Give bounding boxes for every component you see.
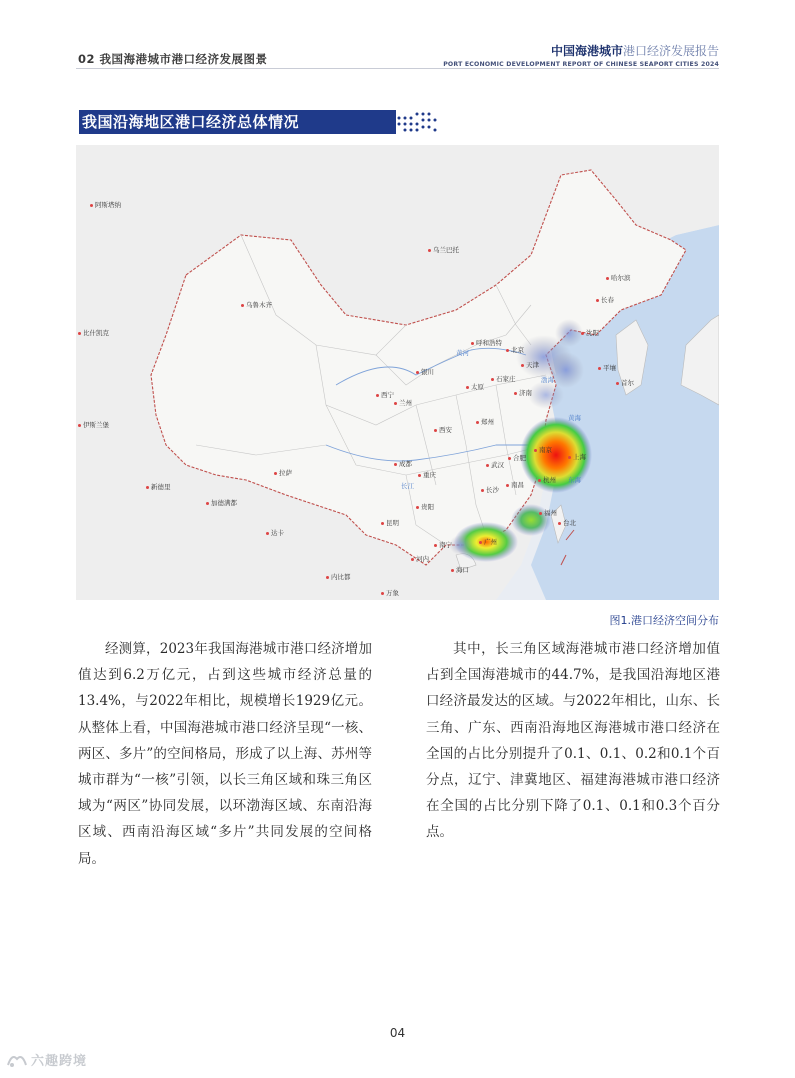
map-label: 乌鲁木齐 [241, 300, 272, 309]
map-label: 北京 [506, 345, 524, 354]
map-label: 西宁 [376, 390, 394, 399]
section-header: 02 我国海港城市港口经济发展图景 [78, 52, 268, 66]
watermark-text: 六趣跨境 [31, 1054, 88, 1069]
map-label: 兰州 [394, 398, 412, 407]
map-label: 上海 [568, 452, 586, 461]
map-label: 太原 [466, 382, 484, 391]
map-label: 长沙 [481, 485, 499, 494]
map-label: 南昌 [506, 480, 524, 489]
header-divider [76, 68, 719, 69]
map-label: 海口 [451, 565, 469, 574]
map-label: 比什凯克 [78, 328, 109, 337]
water-label: 长江 [401, 482, 414, 490]
map-label: 呼和浩特 [471, 338, 502, 347]
map-label: 首尔 [616, 378, 634, 387]
map-label: 合肥 [508, 453, 526, 462]
body-column-right [426, 636, 720, 846]
map-label: 拉萨 [274, 468, 292, 477]
map-label: 万象 [381, 588, 399, 597]
map-label: 成都 [394, 459, 412, 468]
map-label: 河内 [411, 554, 429, 563]
map-label: 南宁 [434, 540, 452, 549]
paragraph: 其中，长三角区域海港城市港口经济增加值占到全国海港城市的44.7%，是我国沿海地区港口经济最发达的区域。与2022年相比，山东、长三角、广东、西南沿海地区海港城市港口经济在全国的占比分别提升了0.1、0.1、0.2和0.1个百分点，辽宁、津冀地区、福建海港城市港口经济在全国的占比分别下降了0.1、0.1和0.3个百分点。 [426, 641, 720, 841]
section-title: 我国沿海地区港口经济总体情况 [82, 113, 300, 131]
map-label: 郑州 [476, 417, 494, 426]
water-label: 渤海 [541, 376, 554, 384]
map-label: 天津 [521, 360, 539, 369]
report-title-bold: 中国海港城市 [550, 44, 623, 58]
map-label: 昆明 [381, 518, 399, 527]
map-label: 贵阳 [416, 502, 434, 511]
map-label: 伊斯兰堡 [78, 420, 109, 429]
map-label: 南京 [534, 445, 552, 454]
paragraph: 经测算，2023年我国海港城市港口经济增加值达到6.2万亿元，占到这些城市经济总量的13.4%，与2022年相比，规模增长1929亿元。从整体上看，中国海港城市港口经济呈现“一核、两区、多片”的空间格局，形成了以上海、苏州等城市群为“一核”引领，以长三角区域和珠三角区域为“两区”协同发展，以环渤海区域、东南沿海区域、西南沿海区域“多片”共同发展的空间格局。 [78, 641, 372, 867]
map-label: 长春 [596, 295, 614, 304]
map-label: 西安 [434, 425, 452, 434]
report-title-en: PORT ECONOMIC DEVELOPMENT REPORT OF CHINESE SEAPORT CITIES 2024 [443, 61, 719, 68]
map-label: 内比都 [326, 572, 351, 581]
watermark-logo-icon [6, 1051, 28, 1069]
dot-pattern-decoration [395, 110, 439, 134]
map-label: 阿斯塔纳 [90, 200, 121, 209]
map-label: 福州 [539, 508, 557, 517]
map-label: 广州 [479, 537, 497, 546]
map-label: 哈尔滨 [606, 273, 631, 282]
map-label: 沈阳 [581, 328, 599, 337]
figure-caption: 图1.港口经济空间分布 [609, 614, 719, 627]
report-title-light: 港口经济发展报告 [622, 44, 719, 58]
map-label: 加德满都 [206, 498, 237, 507]
map-label: 杭州 [538, 475, 556, 484]
map-graphic [76, 145, 719, 600]
water-label: 东海 [568, 476, 581, 484]
water-label: 黄河 [456, 349, 469, 357]
watermark [6, 1050, 87, 1069]
map-label: 台北 [558, 518, 576, 527]
map-label: 新德里 [146, 482, 171, 491]
port-economy-map [76, 145, 719, 600]
map-label: 重庆 [418, 470, 436, 479]
map-label: 济南 [514, 388, 532, 397]
map-label: 平壤 [598, 363, 616, 372]
map-label: 乌兰巴托 [428, 245, 459, 254]
water-label: 黄海 [568, 414, 581, 422]
page-number: 04 [389, 1026, 406, 1040]
map-label: 达卡 [266, 528, 284, 537]
body-column-left [78, 636, 372, 872]
map-label: 银川 [416, 367, 434, 376]
report-title [443, 42, 719, 68]
map-label: 石家庄 [491, 374, 516, 383]
map-label: 武汉 [486, 460, 504, 469]
